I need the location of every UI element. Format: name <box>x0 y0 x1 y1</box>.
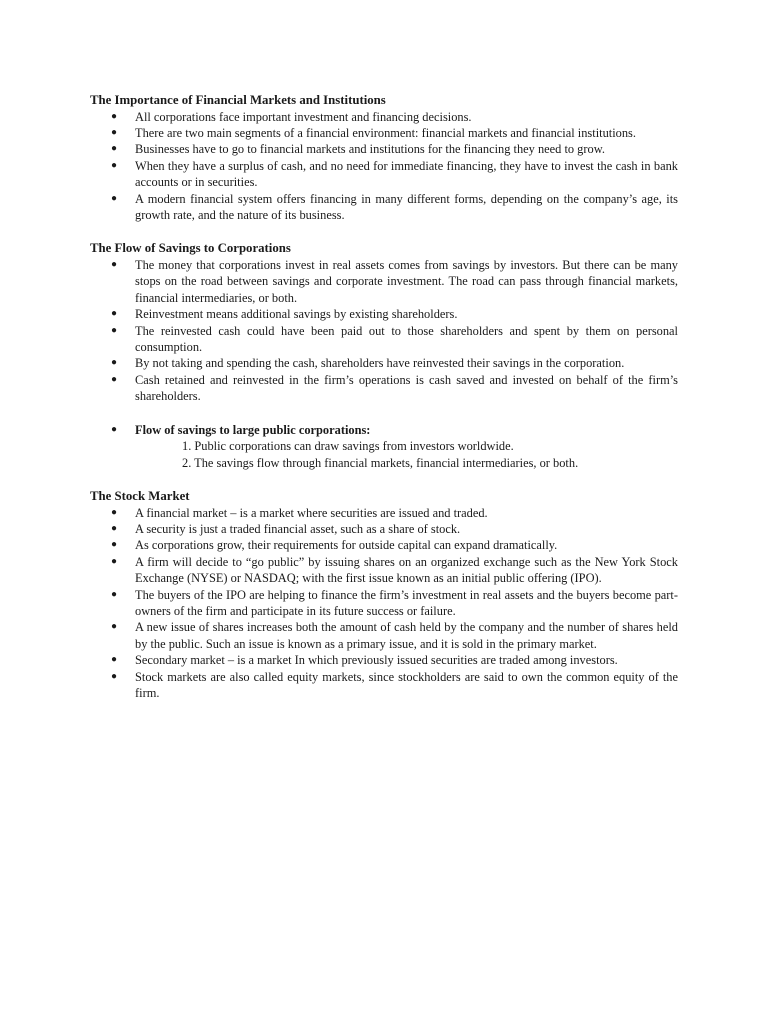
list-item-text: Cash retained and reinvested in the firm’s operations is cash saved and invested on behalf of the firm’s shareholders. <box>135 372 678 404</box>
document-page <box>90 92 678 718</box>
list-item <box>90 587 678 620</box>
bullet-icon: ● <box>111 670 118 682</box>
bullet-icon: ● <box>111 373 118 385</box>
bullet-icon: ● <box>111 324 118 336</box>
bullet-icon: ● <box>111 308 118 320</box>
list-item-text: Secondary market – is a market In which previously issued securities are traded among investors. <box>135 653 618 668</box>
list-item-text: By not taking and spending the cash, shareholders have reinvested their savings in the corporation. <box>135 356 625 371</box>
list-item-text: Flow of savings to large public corporations: <box>135 422 371 437</box>
list-item <box>90 109 678 125</box>
list-item <box>90 619 678 652</box>
list-item-text: Businesses have to go to financial markets and institutions for the financing they need to grow. <box>135 142 605 157</box>
bullet-list <box>90 257 678 438</box>
bullet-icon: ● <box>111 522 118 534</box>
list-item-text: The money that corporations invest in real assets comes from savings by investors. But there can be many stops on the road between savings and corporate investment. The road can pass through financial markets, financial intermediaries, or both. <box>135 258 678 305</box>
section-heading: The Flow of Savings to Corporations <box>90 241 291 256</box>
list-item <box>90 669 678 702</box>
numbered-item: 2. The savings flow through financial markets, financial intermediaries, or both. <box>182 455 579 470</box>
list-item-text: The buyers of the IPO are helping to finance the firm’s investment in real assets and the buyers become part-owners of the firm and participate in its future success or failure. <box>135 587 678 618</box>
bullet-icon: ● <box>111 621 118 633</box>
bullet-icon: ● <box>111 143 118 155</box>
list-item-text: When they have a surplus of cash, and no need for immediate financing, they have to invest the cash in bank accounts or in securities. <box>135 158 678 190</box>
list-item-flow-of-savings <box>90 422 678 438</box>
numbered-item: 1. Public corporations can draw savings from investors worldwide. <box>182 439 514 454</box>
list-item <box>90 141 678 157</box>
list-item <box>90 355 678 371</box>
list-item-text: A new issue of shares increases both the amount of cash held by the company and the number of shares held by the public. Such an issue is known as a primary issue, and it is sold in the primary market. <box>135 620 678 651</box>
bullet-icon: ● <box>111 357 118 369</box>
bullet-icon: ● <box>111 127 118 138</box>
list-item-text: Stock markets are also called equity markets, since stockholders are said to own the common equity of the firm. <box>135 669 678 700</box>
bullet-icon: ● <box>111 588 118 600</box>
list-item <box>90 372 678 405</box>
list-item <box>90 158 678 191</box>
list-item-text: Reinvestment means additional savings by existing shareholders. <box>135 307 458 322</box>
list-item <box>90 191 678 224</box>
bullet-list <box>90 505 678 702</box>
bullet-icon: ● <box>111 110 118 122</box>
bullet-icon: ● <box>111 192 118 204</box>
list-item <box>90 257 678 306</box>
list-item <box>90 505 678 521</box>
bullet-icon: ● <box>111 159 118 171</box>
list-item <box>90 652 678 668</box>
list-item-text: The reinvested cash could have been paid out to those shareholders and spent by them on personal consumption. <box>135 323 678 355</box>
section-heading: The Stock Market <box>90 488 190 503</box>
section-financial-markets <box>90 92 678 223</box>
numbered-sublist <box>90 438 678 471</box>
list-item <box>90 125 678 141</box>
list-item <box>90 521 678 537</box>
section-stock-market <box>90 488 678 701</box>
bullet-icon: ● <box>111 259 118 271</box>
bullet-icon: ● <box>111 506 118 518</box>
bullet-list <box>90 109 678 224</box>
list-item-text: A financial market – is a market where securities are issued and traded. <box>135 505 488 520</box>
section-flow-of-savings <box>90 240 678 470</box>
list-item-text: There are two main segments of a financial environment: financial markets and financial institutions. <box>135 126 636 140</box>
section-heading: The Importance of Financial Markets and Institutions <box>90 93 386 107</box>
list-item-text: A firm will decide to “go public” by issuing shares on an organized exchange such as the New York Stock Exchange (NYSE) or NASDAQ; with the first issue known as an initial public offering (IPO). <box>135 554 678 586</box>
list-item <box>90 554 678 587</box>
list-item-text: A modern financial system offers financing in many different forms, depending on the company’s age, its growth rate, and the nature of its business. <box>135 191 678 223</box>
list-item <box>90 306 678 322</box>
bullet-icon: ● <box>111 423 118 435</box>
bullet-icon: ● <box>111 539 118 551</box>
list-item-text: As corporations grow, their requirements for outside capital can expand dramatically. <box>135 538 558 553</box>
list-item-text: A security is just a traded financial asset, such as a share of stock. <box>135 521 461 536</box>
bullet-icon: ● <box>111 654 118 666</box>
list-item-text: All corporations face important investment and financing decisions. <box>135 109 472 124</box>
bullet-icon: ● <box>111 555 118 567</box>
list-item <box>90 537 678 553</box>
list-item <box>90 323 678 356</box>
